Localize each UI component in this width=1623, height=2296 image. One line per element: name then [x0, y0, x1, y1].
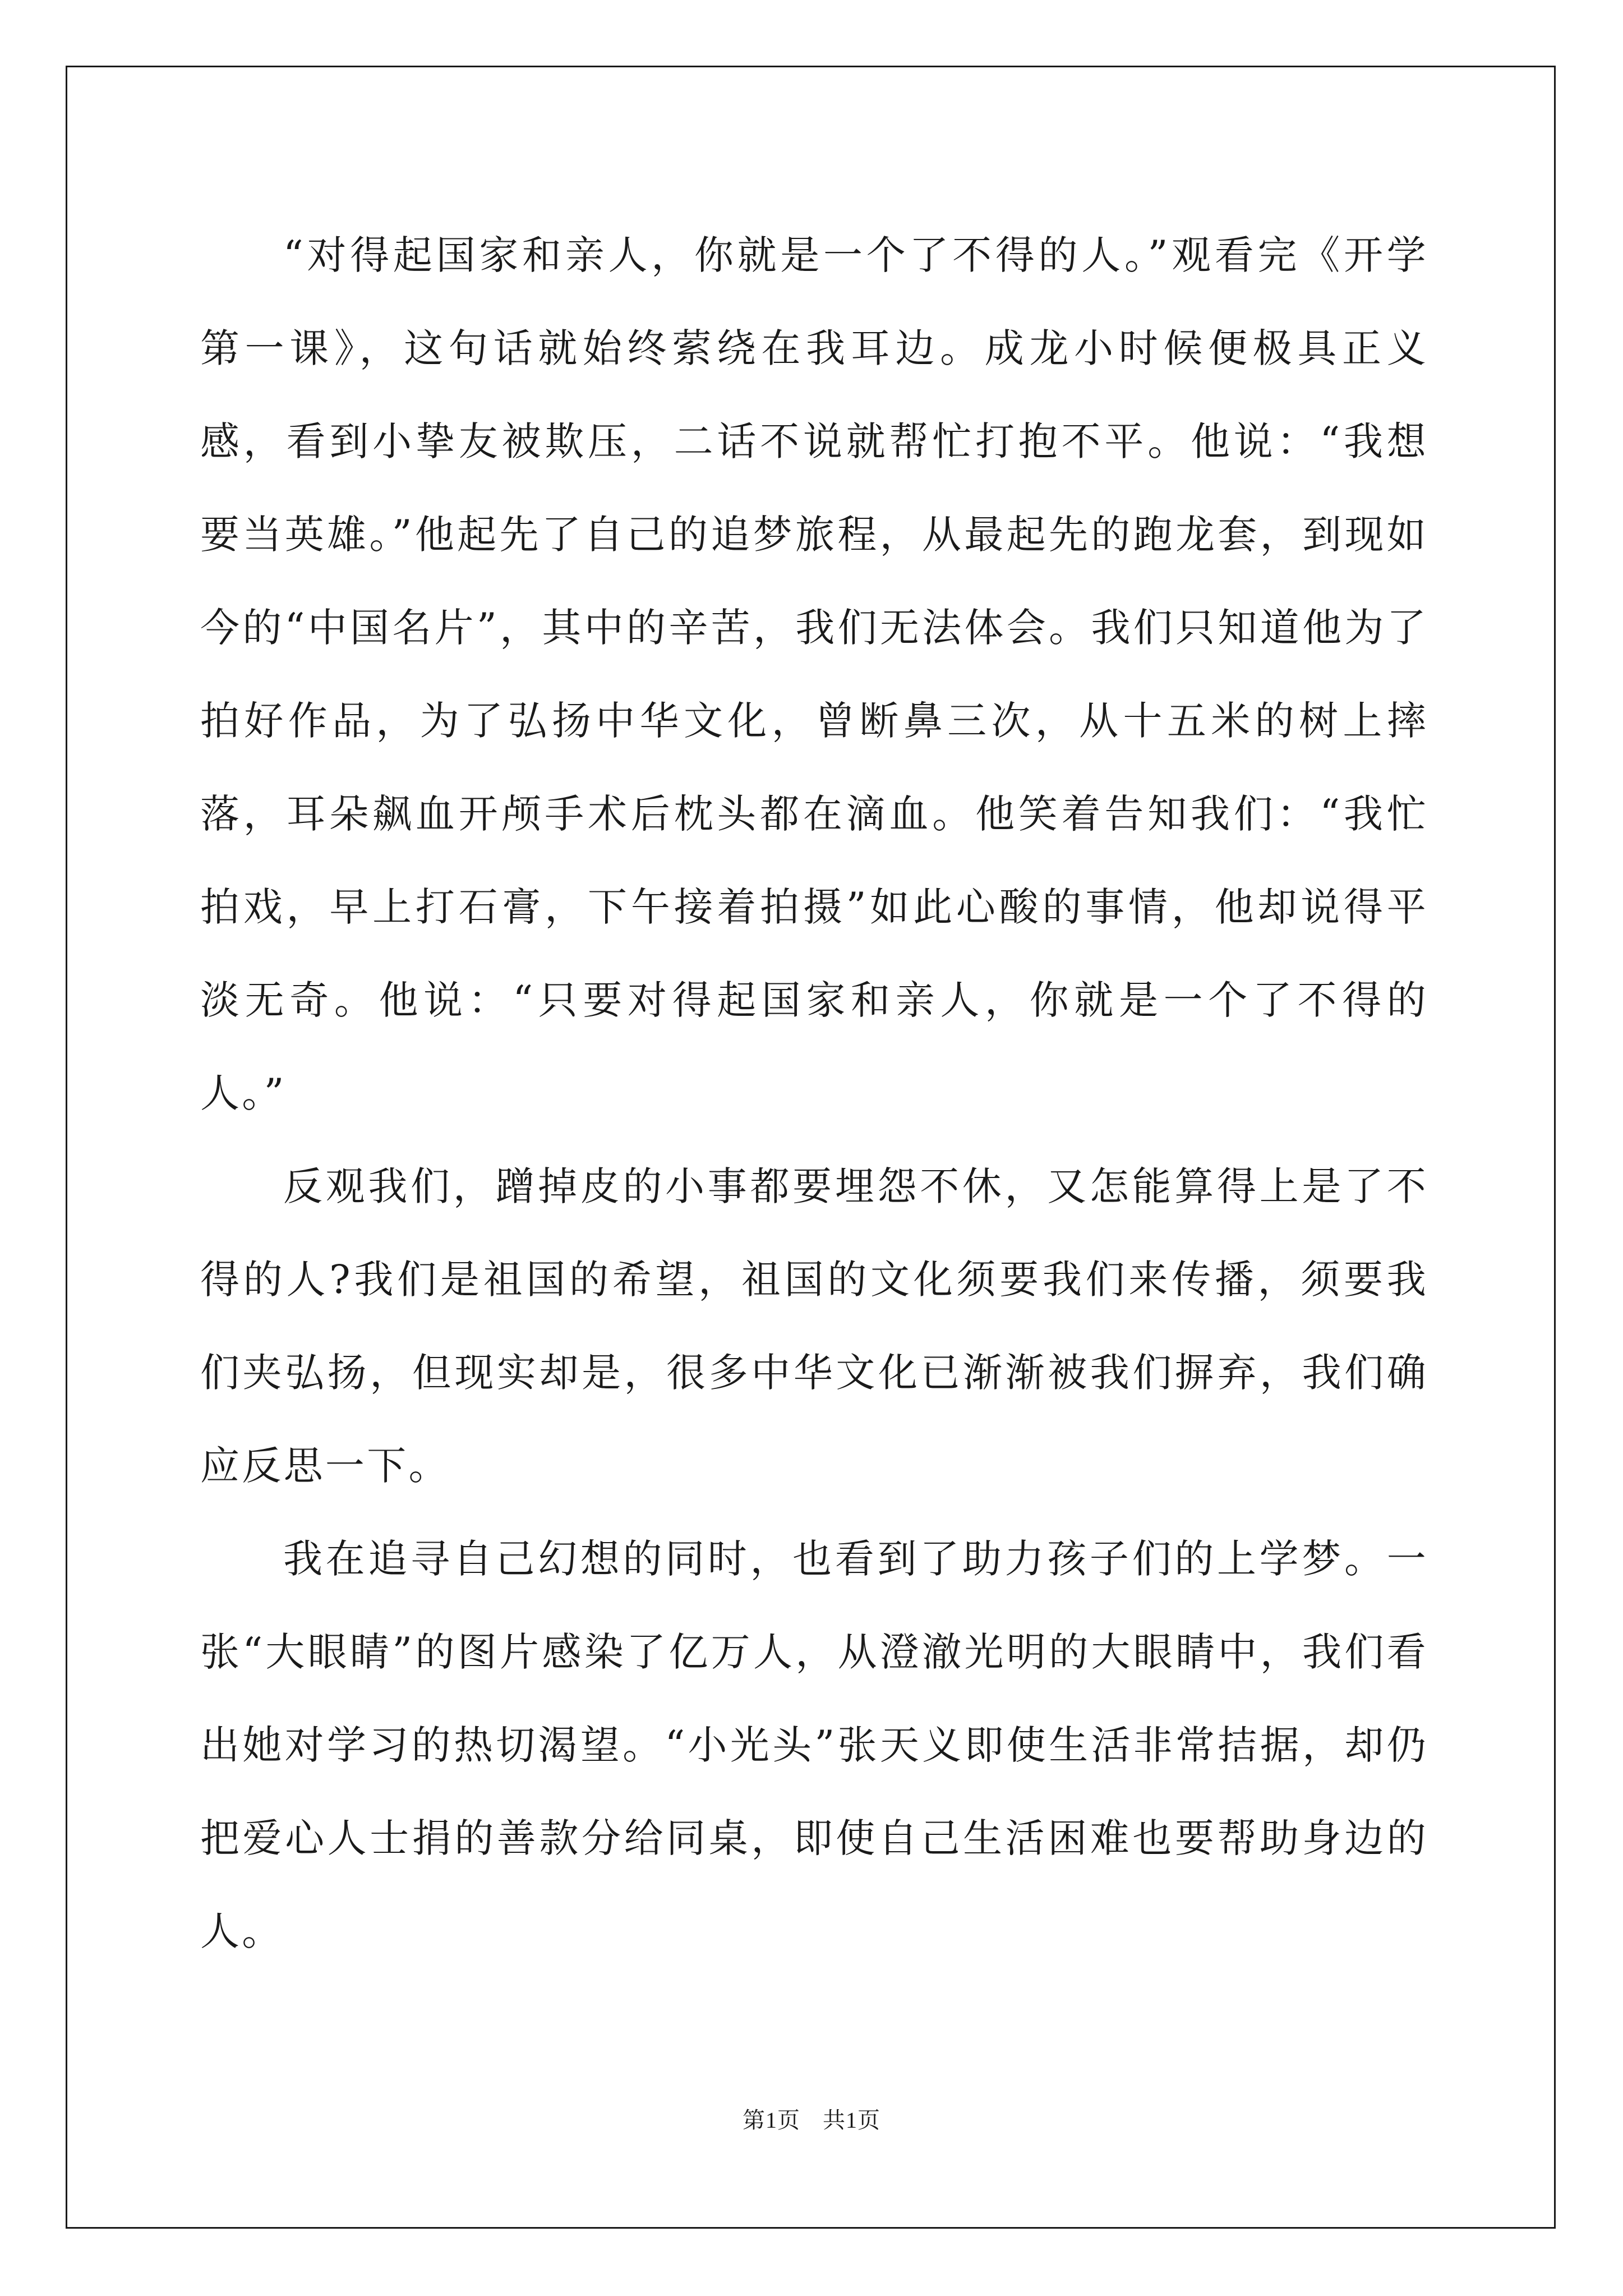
page-number-current: 第1页 — [743, 2108, 800, 2133]
paragraph: 我在追寻自己幻想的同时，也看到了助力孩子们的上学梦。一张“大眼睛”的图片感染了亿万人，从澄澈光明的大眼睛中，我们看出她对学习的热切渴望。“小光头”张天义即使生活非常拮据，却仍把爱心人士捐的善款分给同桌，即使自己生活困难也要帮助身边的人。 — [200, 1536, 1428, 1954]
paragraph: “对得起国家和亲人，你就是一个了不得的人。”观看完《开学第一课》，这句话就始终萦绕在我耳边。成龙小时候便极具正义感，看到小挚友被欺压，二话不说就帮忙打抱不平。他说：“我想要当英雄。”他起先了自己的追梦旅程，从最起先的跑龙套，到现如今的“中国名片”，其中的辛苦，我们无法体会。我们只知道他为了拍好作品，为了弘扬中华文化，曾断鼻三次，从十五米的树上摔落，耳朵飙血开颅手术后枕头都在滴血。他笑着告知我们：“我忙拍戏，早上打石膏，下午接着拍摄”如此心酸的事情，他却说得平淡无奇。他说：“只要对得起国家和亲人，你就是一个了不得的人。” — [200, 232, 1428, 1116]
paragraph: 反观我们，蹭掉皮的小事都要埋怨不休，又怎能算得上是了不得的人?我们是祖国的希望，祖国的文化须要我们来传播，须要我们夹弘扬，但现实却是，很多中华文化已渐渐被我们摒弃，我们确应反思一下。 — [200, 1163, 1428, 1489]
page-footer — [0, 2102, 1623, 2134]
document-body — [200, 209, 1428, 1978]
page-number-total: 共1页 — [823, 2108, 880, 2133]
